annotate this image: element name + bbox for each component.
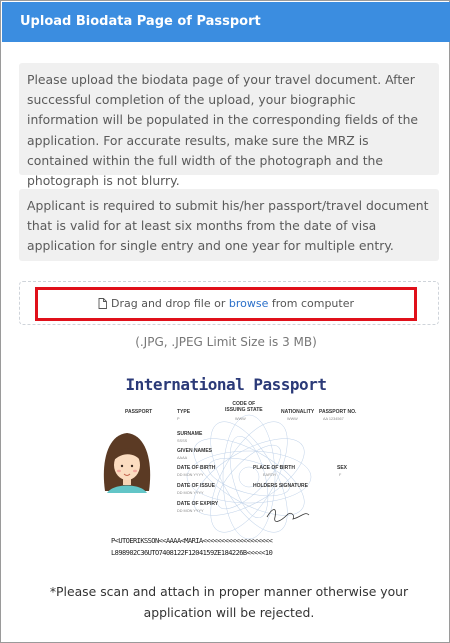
- type-value: P: [177, 417, 180, 421]
- file-icon: [98, 292, 107, 320]
- pob-label: PLACE OF BIRTH: [253, 465, 295, 471]
- passport-label: PASSPORT: [125, 409, 153, 415]
- given-names-value: AAAA: [177, 456, 188, 460]
- drag-drop-text: Drag and drop file or: [110, 297, 229, 310]
- doi-value: DD MON YYYY: [177, 491, 204, 495]
- doe-label: DATE OF EXPIRY: [177, 501, 219, 507]
- passport-no-label: PASSPORT NO.: [319, 409, 357, 415]
- instructions-text: Please upload the biodata page of your travel document. After successful completion of the upload, your biographic information will be populated in the corresponding fields of the application. For accurate results, make sure the MRZ is contained within the full width of the photograph and the photograph is not blurry.: [27, 72, 419, 189]
- validity-notice-box: [19, 189, 439, 261]
- doi-label: DATE OF ISSUE: [177, 483, 215, 489]
- dialog-header: [2, 2, 450, 42]
- dob-value: DD MON YYYY: [177, 473, 204, 477]
- drag-drop-text-after: from computer: [268, 297, 355, 310]
- mrz-line-2: L898902C36UTO7408122F1204159ZE184226B<<<<<10: [111, 549, 273, 557]
- doe-value: DD MON YYYY: [177, 509, 204, 513]
- instructions-box: [19, 63, 439, 189]
- surname-value: SSSS: [177, 439, 188, 443]
- pob-value: EARTH: [263, 473, 276, 477]
- issuing-state-value: WWW: [235, 417, 246, 421]
- nationality-label: NATIONALITY: [281, 409, 315, 415]
- type-label: TYPE: [177, 409, 191, 415]
- nationality-value: WWW: [287, 417, 298, 421]
- footer-warning: *Please scan and attach in proper manner otherwise your application will be rejected.: [49, 584, 409, 620]
- browse-link[interactable]: browse: [228, 297, 269, 310]
- validity-notice-text: Applicant is required to submit his/her passport/travel document that is valid for at least six months from the date of visa application for single entry and one year for multiple entry.: [27, 198, 429, 254]
- dob-label: DATE OF BIRTH: [177, 465, 216, 471]
- issuing-state-label: CODE OF ISSUING STATE: [225, 401, 263, 413]
- file-limit-text: (.JPG, .JPEG Limit Size is 3 MB): [135, 335, 317, 349]
- passport-sample-image: [97, 369, 355, 567]
- dialog-title: Upload Biodata Page of Passport: [20, 14, 261, 29]
- avatar: [104, 433, 150, 493]
- surname-label: SURNAME: [177, 431, 203, 437]
- passport-title: International Passport: [125, 375, 327, 394]
- signature-label: HOLDERS SIGNATURE: [253, 483, 308, 489]
- sex-label: SEX: [337, 465, 348, 471]
- sex-value: F: [339, 473, 342, 477]
- mrz-line-1: P<UTOERIKSSON<<AAAA<MARIA<<<<<<<<<<<<<<<<<<<: [111, 537, 273, 545]
- drag-drop-area[interactable]: [35, 287, 417, 321]
- given-names-label: GIVEN NAMES: [177, 448, 213, 454]
- passport-no-value: AA 1234567: [323, 417, 344, 421]
